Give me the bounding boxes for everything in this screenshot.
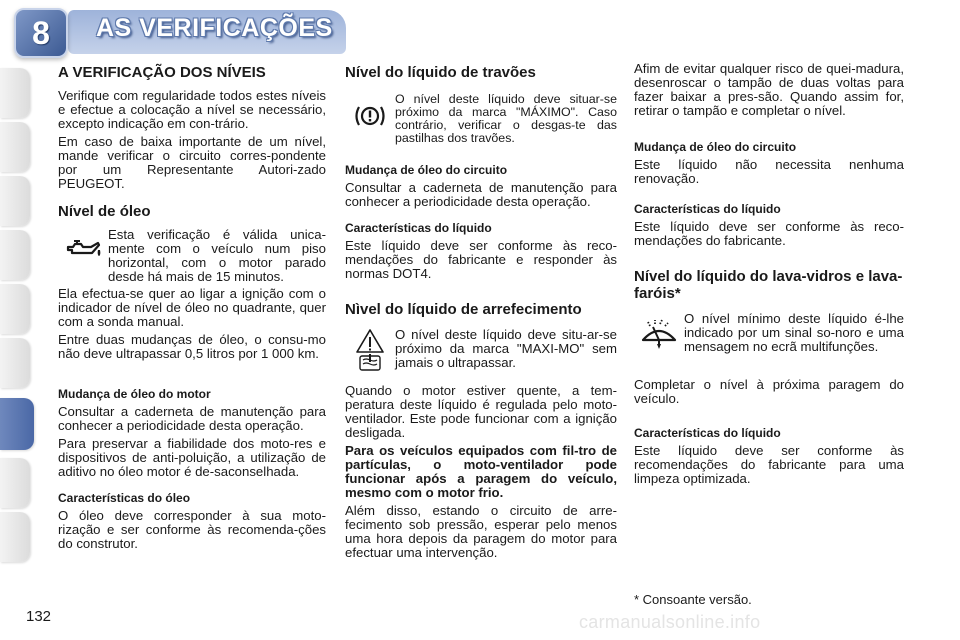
oil-level-title: Nível de óleo <box>58 203 151 220</box>
oil-icon-row <box>58 228 326 284</box>
engine-oil-change-paragraph-1: Consultar a caderneta de manutenção para conhecer a periodicidade desta operação. <box>58 404 326 433</box>
side-tab-6[interactable] <box>0 338 30 388</box>
washer-spec-paragraph: Este líquido deve ser conforme às recomendações do fabricante para uma limpeza optimizada. <box>634 443 904 486</box>
oil-spec-paragraph: O óleo deve corresponder à sua moto-rização e ser conforme às recomenda-ções do construtor. <box>58 508 326 551</box>
section-title-levels: A VERIFICAÇÃO DOS NÍVEIS <box>58 64 266 81</box>
brake-icon-row <box>345 93 617 145</box>
page-number: 132 <box>26 608 52 625</box>
oil-spec-title: Características do óleo <box>58 491 191 505</box>
side-tab-3[interactable] <box>0 176 30 226</box>
brake-change-paragraph: Consultar a caderneta de manutenção para conhecer a periodicidade desta operação. <box>345 180 617 209</box>
column-1 <box>58 58 326 551</box>
engine-oil-change-paragraph-2: Para preservar a fiabilidade dos moto-res e dispositivos de anti-poluição, a utilização de aditivo no óleo motor é de-saconselhada. <box>58 436 326 479</box>
brake-spec-title: Características do líquido <box>345 221 492 235</box>
side-tab-1[interactable] <box>0 68 30 118</box>
side-tab-4[interactable] <box>0 230 30 280</box>
engine-oil-change-title: Mudança de óleo do motor <box>58 387 211 401</box>
washer-fluid-title: Nível do líquido do lava-vidros e lava-faróis* <box>634 268 903 302</box>
footnote: * Consoante versão. <box>634 592 752 607</box>
oil-icon-text: Esta verificação é válida unica-mente com o veículo num piso horizontal, com o motor parado desde há mais de 15 minutos. <box>108 227 326 284</box>
chapter-title: AS VERIFICAÇÕES <box>96 14 333 42</box>
watermark: carmanualsonline.info <box>579 612 761 632</box>
coolant-continued-paragraph: Afim de evitar qualquer risco de quei-madura, desenroscar o tampão de duas voltas para fazer baixar a pres-são. Quando assim for, retirar o tampão e completar o nível. <box>634 61 904 118</box>
coolant-paragraph-3: Além disso, estando o circuito de arre-fecimento sob pressão, esperar pelo menos uma hora depois da paragem do motor para efectuar uma intervenção. <box>345 503 617 560</box>
column-3 <box>634 58 904 486</box>
brake-change-title: Mudança de óleo do circuito <box>345 163 508 177</box>
brake-spec-paragraph: Este líquido deve ser conforme às reco-mendações do fabricante e responder às normas DOT4. <box>345 238 617 281</box>
washer-icon-row <box>634 312 904 356</box>
coolant-paragraph-1: Quando o motor estiver quente, a tem-peratura deste líquido é regulada pelo moto-ventilador. Este pode funcionar com a ignição desligada. <box>345 383 617 440</box>
washer-icon-text: O nível mínimo deste líquido é-lhe indicado por um sinal so-noro e uma mensagem no ecrã multifunções. <box>684 311 904 354</box>
brake-warning-icon <box>345 93 395 129</box>
washer-fluid-icon <box>634 312 684 356</box>
coolant-spec-title: Características do líquido <box>634 202 781 216</box>
brake-fluid-title: Nível do líquido de travões <box>345 64 536 81</box>
oil-paragraph-1: Ela efectua-se quer ao ligar a ignição com o indicador de nível de óleo no quadrante, quer com a sonda manual. <box>58 286 326 329</box>
side-tab-active[interactable] <box>0 398 34 450</box>
oil-paragraph-2: Entre duas mudanças de óleo, o consu-mo não deve ultrapassar 0,5 litros por 1 000 km. <box>58 332 326 361</box>
coolant-icon-text: O nível deste líquido deve situ-ar-se próximo da marca "MAXI-MO" sem jamais o ultrapassar. <box>395 327 617 370</box>
side-tab-8[interactable] <box>0 458 30 508</box>
coolant-paragraph-bold: Para os veículos equipados com fil-tro de partículas, o moto-ventilador pode funcionar após a paragem do veículo, mesmo com o motor frio. <box>345 443 617 500</box>
coolant-title: Nìvel do líquido de arrefecimento <box>345 301 582 318</box>
chapter-number-badge: 8 <box>14 8 68 58</box>
intro-paragraph-1: Verifique com regularidade todos estes níveis e efectue a colocação a nível se necessário, excepto indicação em con-trário. <box>58 88 326 131</box>
column-2 <box>345 58 617 560</box>
coolant-icon-row <box>345 328 617 372</box>
coolant-temperature-icon <box>345 328 395 372</box>
side-tab-5[interactable] <box>0 284 30 334</box>
coolant-spec-paragraph: Este líquido deve ser conforme às reco-mendações do fabricante. <box>634 219 904 248</box>
side-tab-2[interactable] <box>0 122 30 172</box>
chapter-side-tabs <box>0 58 40 578</box>
washer-spec-title: Características do líquido <box>634 426 781 440</box>
side-tab-9[interactable] <box>0 512 30 562</box>
coolant-change-title: Mudança de óleo do circuito <box>634 140 797 154</box>
oil-can-icon <box>58 228 108 262</box>
brake-icon-text: O nível deste líquido deve situar-se próximo da marca "MÁXIMO". Caso contrário, verificar o desgas-te das pastilhas dos travões. <box>395 92 617 145</box>
coolant-change-paragraph: Este líquido não necessita nenhuma renovação. <box>634 157 904 186</box>
intro-paragraph-2: Em caso de baixa importante de um nível, mande verificar o circuito corres-pondente por um Representante Autori-zado PEUGEOT. <box>58 134 326 191</box>
washer-paragraph: Completar o nível à próxima paragem do veículo. <box>634 377 904 406</box>
